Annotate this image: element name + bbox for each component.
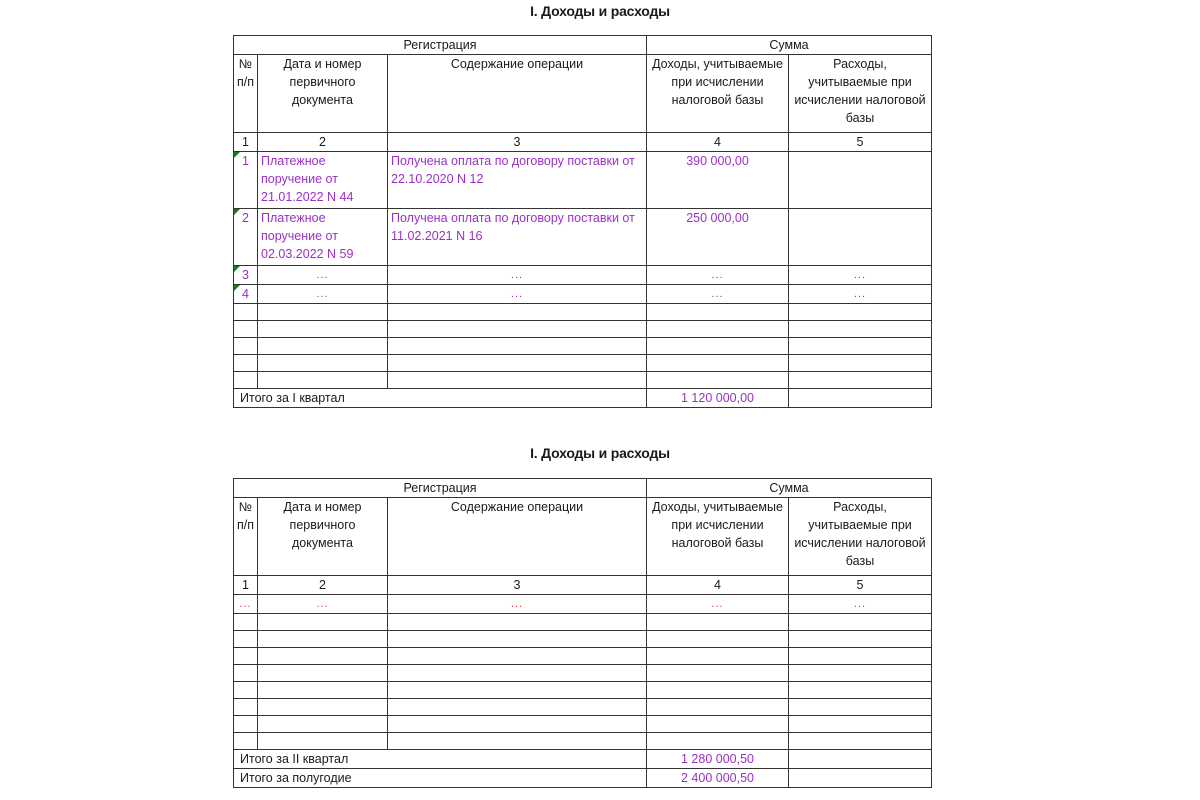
table-row [234,266,932,285]
empty-cell[interactable] [258,338,388,355]
empty-cell[interactable] [789,338,932,355]
row-document[interactable]: Платежное поручение от 21.01.2022 N 44 [258,152,388,209]
row-income[interactable]: 250 000,00 [647,209,789,266]
col-number-4: 4 [647,576,789,595]
empty-cell[interactable] [234,733,258,750]
empty-cell[interactable] [647,614,789,631]
empty-row [234,665,932,682]
empty-row [234,304,932,321]
row-document[interactable]: Платежное поручение от 02.03.2022 N 59 [258,209,388,266]
empty-cell[interactable] [647,304,789,321]
total-row [234,769,932,788]
empty-cell[interactable] [234,665,258,682]
empty-cell[interactable] [647,665,789,682]
empty-cell[interactable] [258,733,388,750]
header-registration: Регистрация [234,479,647,498]
empty-cell[interactable] [234,682,258,699]
empty-cell[interactable] [258,699,388,716]
empty-cell[interactable] [234,338,258,355]
empty-cell[interactable] [647,733,789,750]
empty-cell[interactable] [789,665,932,682]
empty-row [234,355,932,372]
row-expense[interactable] [789,152,932,209]
row-content[interactable]: Получена оплата по договору поставки от 22.10.2020 N 12 [388,152,647,209]
empty-cell[interactable] [647,648,789,665]
header-col-document: Дата и номер первичного документа [258,498,388,576]
empty-cell[interactable] [388,614,647,631]
row-number[interactable]: ... [234,595,258,614]
col-number-5: 5 [789,133,932,152]
row-number[interactable]: 3 [234,266,258,285]
empty-cell[interactable] [234,304,258,321]
empty-cell[interactable] [789,372,932,389]
empty-cell[interactable] [789,699,932,716]
empty-cell[interactable] [647,682,789,699]
total-expense[interactable] [789,769,932,788]
empty-row [234,614,932,631]
section-title: I. Доходы и расходы [530,445,670,461]
table-row [234,595,932,614]
col-number-1: 1 [234,576,258,595]
col-number-1: 1 [234,133,258,152]
section-title: I. Доходы и расходы [530,3,670,19]
row-number[interactable]: 2 [234,209,258,266]
empty-cell[interactable] [258,631,388,648]
empty-cell[interactable] [258,355,388,372]
total-label: Итого за полугодие [234,769,647,788]
empty-cell[interactable] [388,699,647,716]
header-sum: Сумма [647,36,932,55]
empty-cell[interactable] [234,321,258,338]
empty-cell[interactable] [388,631,647,648]
empty-cell[interactable] [647,699,789,716]
header-col-expense: Расходы, учитываемые при исчислении налоговой базы [789,55,932,133]
total-income[interactable]: 1 280 000,50 [647,750,789,769]
empty-cell[interactable] [258,304,388,321]
empty-cell[interactable] [234,631,258,648]
col-number-4: 4 [647,133,789,152]
row-number[interactable]: 1 [234,152,258,209]
empty-cell[interactable] [647,372,789,389]
row-expense[interactable]: ... [789,285,932,304]
row-document[interactable]: ... [258,266,388,285]
header-registration: Регистрация [234,36,647,55]
row-content[interactable]: ... [388,595,647,614]
header-col-income: Доходы, учитываемые при исчислении налоговой базы [647,498,789,576]
empty-cell[interactable] [388,716,647,733]
empty-cell[interactable] [258,614,388,631]
row-expense[interactable]: ... [789,266,932,285]
empty-row [234,733,932,750]
empty-row [234,699,932,716]
empty-cell[interactable] [258,665,388,682]
total-label: Итого за I квартал [234,389,647,408]
row-content[interactable]: ... [388,266,647,285]
table-row [234,285,932,304]
total-label: Итого за II квартал [234,750,647,769]
empty-cell[interactable] [388,355,647,372]
empty-cell[interactable] [258,648,388,665]
total-expense[interactable] [789,750,932,769]
total-income[interactable]: 2 400 000,50 [647,769,789,788]
income-expense-table-q2 [233,478,932,788]
row-income[interactable]: ... [647,266,789,285]
empty-cell[interactable] [647,716,789,733]
empty-row [234,321,932,338]
col-number-2: 2 [258,576,388,595]
empty-cell[interactable] [789,304,932,321]
empty-cell[interactable] [388,733,647,750]
total-expense[interactable] [789,389,932,408]
col-number-3: 3 [388,576,647,595]
empty-cell[interactable] [647,631,789,648]
empty-row [234,631,932,648]
table-row [234,152,932,209]
empty-cell[interactable] [388,338,647,355]
empty-cell[interactable] [234,355,258,372]
empty-cell[interactable] [789,355,932,372]
empty-cell[interactable] [789,631,932,648]
empty-cell[interactable] [388,648,647,665]
empty-row [234,648,932,665]
empty-cell[interactable] [789,648,932,665]
empty-row [234,372,932,389]
empty-row [234,682,932,699]
empty-cell[interactable] [388,665,647,682]
empty-cell[interactable] [258,682,388,699]
row-document[interactable]: ... [258,285,388,304]
col-number-3: 3 [388,133,647,152]
empty-cell[interactable] [234,372,258,389]
empty-cell[interactable] [647,338,789,355]
empty-cell[interactable] [647,355,789,372]
empty-cell[interactable] [789,716,932,733]
row-content[interactable]: Получена оплата по договору поставки от 11.02.2021 N 16 [388,209,647,266]
header-col-number: № п/п [234,55,258,133]
empty-cell[interactable] [234,716,258,733]
total-row [234,750,932,769]
table-row [234,209,932,266]
row-income[interactable]: 390 000,00 [647,152,789,209]
empty-cell[interactable] [388,321,647,338]
col-number-5: 5 [789,576,932,595]
empty-cell[interactable] [388,304,647,321]
row-document[interactable]: ... [258,595,388,614]
empty-cell[interactable] [789,682,932,699]
empty-cell[interactable] [258,321,388,338]
empty-cell[interactable] [789,614,932,631]
header-col-content: Содержание операции [388,498,647,576]
row-income[interactable]: ... [647,285,789,304]
header-col-expense: Расходы, учитываемые при исчислении налоговой базы [789,498,932,576]
total-row [234,389,932,408]
empty-row [234,716,932,733]
row-income[interactable]: ... [647,595,789,614]
empty-cell[interactable] [234,699,258,716]
header-col-content: Содержание операции [388,55,647,133]
empty-cell[interactable] [234,648,258,665]
header-col-income: Доходы, учитываемые при исчислении налоговой базы [647,55,789,133]
empty-cell[interactable] [258,372,388,389]
total-income[interactable]: 1 120 000,00 [647,389,789,408]
header-col-number: № п/п [234,498,258,576]
row-expense[interactable]: ... [789,595,932,614]
empty-cell[interactable] [258,716,388,733]
row-content[interactable]: ... [388,285,647,304]
col-number-2: 2 [258,133,388,152]
income-expense-table-q1 [233,35,932,408]
empty-cell[interactable] [388,372,647,389]
header-sum: Сумма [647,479,932,498]
empty-cell[interactable] [234,614,258,631]
empty-cell[interactable] [789,733,932,750]
empty-cell[interactable] [647,321,789,338]
empty-row [234,338,932,355]
header-col-document: Дата и номер первичного документа [258,55,388,133]
row-expense[interactable] [789,209,932,266]
row-number[interactable]: 4 [234,285,258,304]
empty-cell[interactable] [388,682,647,699]
empty-cell[interactable] [789,321,932,338]
